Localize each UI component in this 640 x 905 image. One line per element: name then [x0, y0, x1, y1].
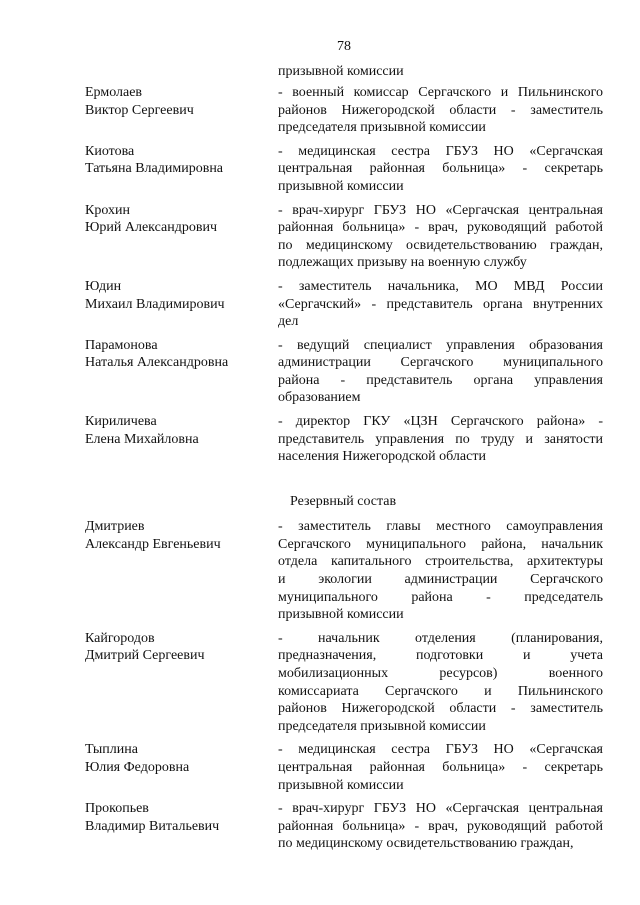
member-name: [85, 741, 278, 794]
main-members-list: [85, 84, 603, 466]
member-row: [85, 143, 603, 196]
continuation-line: призывной комиссии: [278, 64, 404, 79]
position-line: населения Нижегородской области: [278, 449, 486, 465]
position-line: председателя призывной комиссии: [278, 718, 486, 734]
member-name: [85, 630, 278, 736]
position-line: - заместитель главы местного самоуправления: [278, 519, 603, 535]
member-name: [85, 800, 278, 853]
member-given-names: Александр Евгеньевич: [85, 536, 221, 552]
member-position: [278, 278, 603, 331]
member-name: [85, 337, 278, 407]
member-position: [278, 518, 603, 624]
position-line: районов Нижегородской области - заместитель: [278, 102, 603, 118]
member-surname: Крохин: [85, 202, 130, 218]
member-position: [278, 800, 603, 853]
reserve-members-list: [85, 518, 603, 853]
member-given-names: Михаил Владимирович: [85, 296, 225, 312]
position-line: центральная районная больница» - секретарь: [278, 759, 603, 775]
member-given-names: Владимир Витальевич: [85, 818, 220, 834]
position-line: призывной комиссии: [278, 178, 404, 194]
member-row: [85, 337, 603, 407]
position-line: призывной комиссии: [278, 607, 404, 623]
position-line: и экологии администрации Сергачского: [278, 572, 603, 588]
page-number: 78: [337, 39, 351, 54]
member-given-names: Юрий Александрович: [85, 220, 217, 236]
member-row: [85, 84, 603, 137]
member-position: [278, 630, 603, 736]
member-name: [85, 518, 278, 624]
member-given-names: Виктор Сергеевич: [85, 102, 194, 118]
position-line: муниципального района - председатель: [278, 589, 603, 605]
position-line: призывной комиссии: [278, 777, 404, 793]
member-surname: Юдин: [85, 278, 122, 294]
position-line: районная больница» - врач, руководящий работой: [278, 818, 603, 834]
position-line: представитель управления по труду и занятости: [278, 431, 603, 447]
member-surname: Дмитриев: [85, 519, 145, 535]
member-position: [278, 143, 603, 196]
position-line: центральная районная больница» - секретарь: [278, 161, 603, 177]
position-line: - начальник отделения (планирования,: [278, 630, 603, 646]
position-line: районов Нижегородской области - заместитель: [278, 701, 603, 717]
position-line: предназначения, подготовки и учета: [278, 648, 603, 664]
position-line: - врач-хирург ГБУЗ НО «Сергачская центральная: [278, 202, 603, 218]
member-row: [85, 202, 603, 272]
position-line: районная больница» - врач, руководящий работой: [278, 220, 603, 236]
position-line: Сергачского муниципального района, начальник: [278, 536, 603, 552]
position-line: - директор ГКУ «ЦЗН Сергачского района» -: [278, 414, 603, 430]
position-line: - медицинская сестра ГБУЗ НО «Сергачская: [278, 742, 603, 758]
commission-list: [85, 63, 603, 853]
member-row: [85, 518, 603, 624]
member-given-names: Дмитрий Сергеевич: [85, 648, 205, 664]
position-line: - заместитель начальника, МО МВД России: [278, 278, 603, 294]
member-surname: Ермолаев: [85, 84, 143, 100]
position-line: дел: [278, 314, 299, 330]
position-line: района - представитель органа управления: [278, 372, 603, 388]
member-surname: Прокопьев: [85, 801, 149, 817]
member-position: [278, 84, 603, 137]
position-line: отдела капитального строительства, архитектуры: [278, 554, 603, 570]
member-surname: Кириличева: [85, 414, 157, 430]
position-line: комиссариата Сергачского и Пильнинского: [278, 683, 603, 699]
member-surname: Парамонова: [85, 337, 158, 353]
member-row: [85, 800, 603, 853]
position-line: - врач-хирург ГБУЗ НО «Сергачская центральная: [278, 801, 603, 817]
position-line: образованием: [278, 390, 361, 406]
position-line: администрации Сергачского муниципального: [278, 355, 603, 371]
member-row: [85, 413, 603, 466]
member-name: [85, 413, 278, 466]
position-line: - медицинская сестра ГБУЗ НО «Сергачская: [278, 143, 603, 159]
position-line: - ведущий специалист управления образования: [278, 337, 603, 353]
member-name: [85, 143, 278, 196]
member-position: [278, 741, 603, 794]
position-line: по медицинскому освидетельствованию граждан,: [278, 836, 574, 852]
member-position: [278, 413, 603, 466]
member-given-names: Татьяна Владимировна: [85, 161, 224, 177]
position-line: председателя призывной комиссии: [278, 120, 486, 136]
member-name: [85, 84, 278, 137]
member-surname: Кайгородов: [85, 630, 155, 646]
member-row: [85, 630, 603, 736]
member-position: [278, 202, 603, 272]
reserve-heading: Резервный состав: [290, 494, 397, 510]
member-position: [278, 337, 603, 407]
member-row: [85, 741, 603, 794]
member-surname: Тыплина: [85, 742, 138, 758]
position-line: - военный комиссар Сергачского и Пильнинского: [278, 84, 603, 100]
member-row: [85, 278, 603, 331]
member-name: [85, 202, 278, 272]
position-line: подлежащих призыву на военную службу: [278, 255, 527, 271]
member-given-names: Елена Михайловна: [85, 431, 199, 447]
member-name: [85, 278, 278, 331]
position-line: «Сергачский» - представитель органа внутренних: [278, 296, 603, 312]
member-given-names: Наталья Александровна: [85, 355, 229, 371]
position-line: по медицинскому освидетельствованию граждан,: [278, 237, 603, 253]
position-line: мобилизационных ресурсов) военного: [278, 665, 603, 681]
member-given-names: Юлия Федоровна: [85, 759, 190, 775]
member-surname: Киотова: [85, 143, 135, 159]
